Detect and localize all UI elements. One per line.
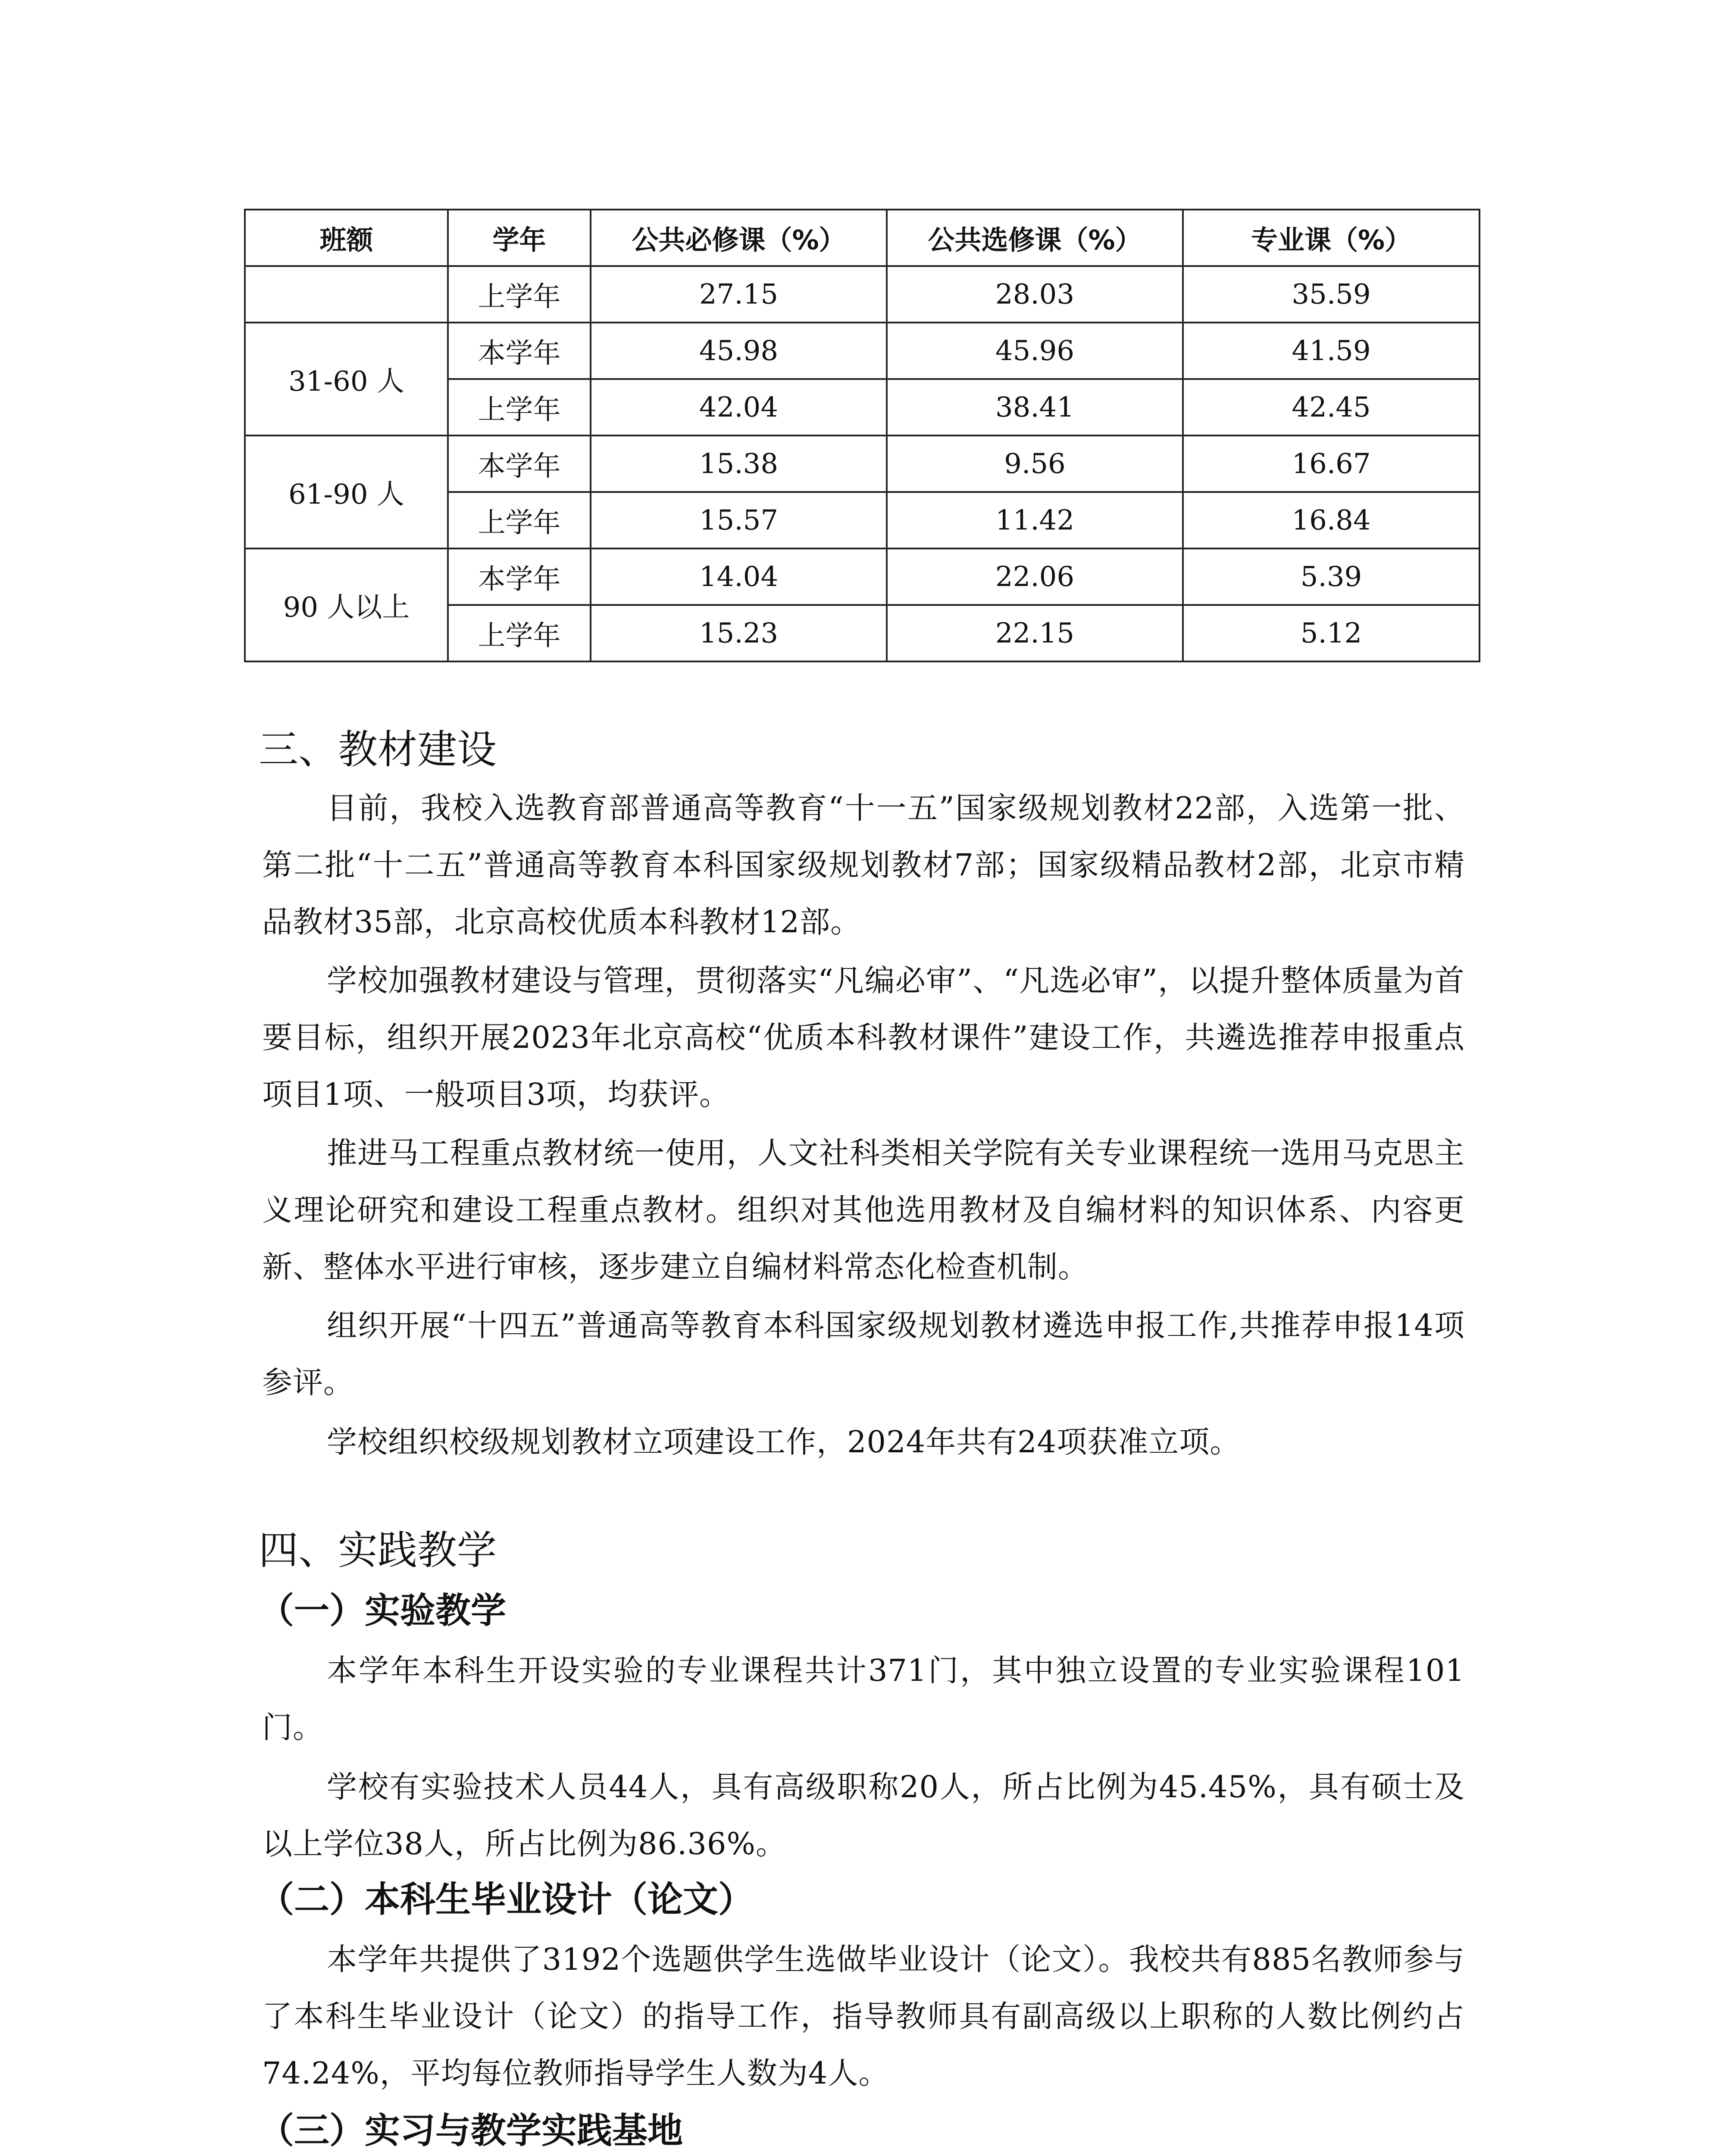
- paragraph: 组织开展“十四五”普通高等教育本科国家级规划教材遴选申报工作,共推荐申报14项参评。: [262, 1308, 1465, 1400]
- value-cell: 42.04: [591, 379, 887, 436]
- year-cell: 本学年: [448, 323, 591, 379]
- class-size-cell: 90 人以上: [245, 548, 448, 661]
- subsection-title-thesis: （二）本科生毕业设计（论文）: [259, 1879, 754, 1920]
- value-cell: 9.56: [887, 436, 1183, 492]
- class-size-table: [244, 209, 1480, 662]
- value-cell: 42.45: [1183, 379, 1480, 436]
- value-cell: 15.38: [591, 436, 887, 492]
- paragraph: 推进马工程重点教材统一使用，人文社科类相关学院有关专业课程统一选用马克思主义理论研究和建设工程重点教材。组织对其他选用教材及自编材料的知识体系、内容更新、整体水平进行审核，逐步建立自编材料常态化检查机制。: [262, 1135, 1465, 1285]
- value-cell: 45.96: [887, 323, 1183, 379]
- header-major: 专业课（%）: [1183, 210, 1480, 266]
- year-cell: 上学年: [448, 492, 591, 548]
- value-cell: 15.23: [591, 605, 887, 661]
- table-header-row: [245, 210, 1480, 266]
- year-cell: 上学年: [448, 266, 591, 323]
- header-class-size: 班额: [245, 210, 448, 266]
- value-cell: 11.42: [887, 492, 1183, 548]
- paragraph: 学校加强教材建设与管理，贯彻落实“凡编必审”、“凡选必审”，以提升整体质量为首要目标，组织开展2023年北京高校“优质本科教材课件”建设工作，共遴选推荐申报重点项目1项、一般项目3项，均获评。: [262, 963, 1465, 1112]
- value-cell: 14.04: [591, 548, 887, 605]
- paragraph: 学校组织校级规划教材立项建设工作，2024年共有24项获准立项。: [327, 1424, 1241, 1460]
- value-cell: 22.06: [887, 548, 1183, 605]
- table-row: [245, 436, 1480, 492]
- class-size-cell: 61-90 人: [245, 436, 448, 548]
- year-cell: 上学年: [448, 605, 591, 661]
- section-title-textbooks: 三、教材建设: [259, 727, 497, 773]
- value-cell: 16.84: [1183, 492, 1480, 548]
- table-row: [245, 323, 1480, 379]
- empty-cell: [245, 266, 448, 323]
- table-row: [245, 266, 1480, 323]
- section-title-practice: 四、实践教学: [259, 1527, 497, 1573]
- value-cell: 15.57: [591, 492, 887, 548]
- year-cell: 本学年: [448, 436, 591, 492]
- header-required: 公共必修课（%）: [591, 210, 887, 266]
- paragraph: 目前，我校入选教育部普通高等教育“十一五”国家级规划教材22部，入选第一批、第二批“十二五”普通高等教育本科国家级规划教材7部；国家级精品教材2部，北京市精品教材35部，北京高校优质本科教材12部。: [262, 790, 1465, 940]
- paragraph: 学校有实验技术人员44人，具有高级职称20人，所占比例为45.45%，具有硕士及以上学位38人，所占比例为86.36%。: [262, 1769, 1465, 1861]
- table-row: [245, 548, 1480, 605]
- header-year: 学年: [448, 210, 591, 266]
- value-cell: 5.39: [1183, 548, 1480, 605]
- value-cell: 22.15: [887, 605, 1183, 661]
- value-cell: 5.12: [1183, 605, 1480, 661]
- value-cell: 27.15: [591, 266, 887, 323]
- paragraph: 本学年共提供了3192个选题供学生选做毕业设计（论文）。我校共有885名教师参与了本科生毕业设计（论文）的指导工作，指导教师具有副高级以上职称的人数比例约占74.24%，平均每位教师指导学生人数为4人。: [262, 1942, 1465, 2091]
- value-cell: 28.03: [887, 266, 1183, 323]
- value-cell: 35.59: [1183, 266, 1480, 323]
- subsection-title-internship: （三）实习与教学实践基地: [259, 2110, 683, 2151]
- value-cell: 16.67: [1183, 436, 1480, 492]
- header-elective: 公共选修课（%）: [887, 210, 1183, 266]
- value-cell: 45.98: [591, 323, 887, 379]
- value-cell: 41.59: [1183, 323, 1480, 379]
- value-cell: 38.41: [887, 379, 1183, 436]
- class-size-cell: 31-60 人: [245, 323, 448, 436]
- year-cell: 本学年: [448, 548, 591, 605]
- year-cell: 上学年: [448, 379, 591, 436]
- subsection-title-lab: （一）实验教学: [259, 1590, 507, 1631]
- paragraph: 本学年本科生开设实验的专业课程共计371门，其中独立设置的专业实验课程101门。: [262, 1653, 1465, 1745]
